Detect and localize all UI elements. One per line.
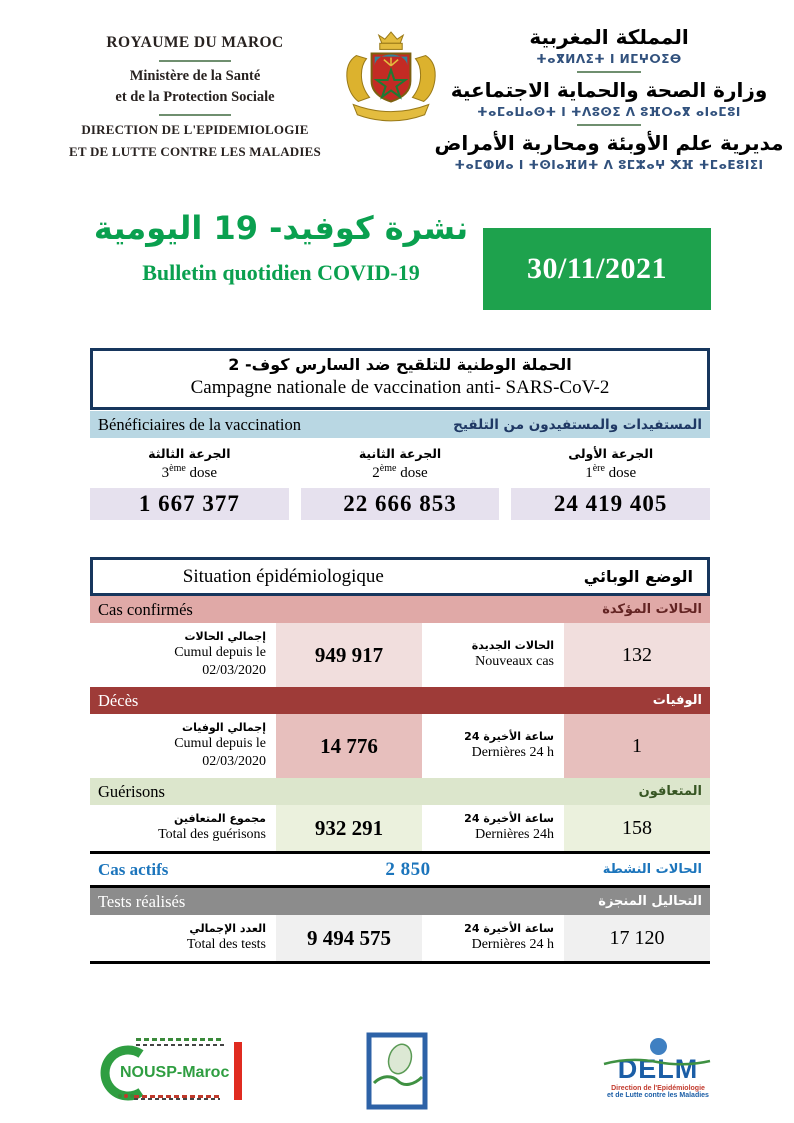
deaths-section-bar xyxy=(90,687,710,714)
deaths-data-row xyxy=(90,714,710,778)
bulletin-date: 30/11/2021 xyxy=(526,252,667,285)
beneficiaries-label-fr: Bénéficiaires de la vaccination xyxy=(98,414,301,434)
bulletin-title-fr: Bulletin quotidien COVID-19 xyxy=(142,260,420,285)
situation-title-fr: Situation épidémiologique xyxy=(182,565,384,587)
doses-row xyxy=(90,446,710,520)
beneficiaries-bar xyxy=(90,411,710,438)
delm-logo xyxy=(600,1038,716,1099)
confirmed-total-value: 949 917 xyxy=(276,623,422,687)
tests-data-row xyxy=(90,915,710,964)
delm-wave-icon xyxy=(602,1057,712,1067)
nousp-red-bar xyxy=(234,1042,242,1100)
direction-title-ar: مديرية علم الأوبئة ومحاربة الأمراض xyxy=(434,131,784,155)
confirmed-bar-ar: الحالات المؤكدة xyxy=(602,602,702,617)
delm-subtitle-2: et de Lutte contre les Maladies xyxy=(607,1092,709,1099)
dose-column-3rd xyxy=(90,446,289,520)
date-box xyxy=(483,228,711,310)
recovered-new-label: 24 ساعة الأخيرة Dernières 24h xyxy=(464,811,554,843)
beneficiaries-label-ar: المستفيدات والمستفيدون من التلقيح xyxy=(453,416,702,433)
confirmed-section-bar xyxy=(90,596,710,623)
recovered-data-row xyxy=(90,805,710,851)
situation-title-cell xyxy=(90,557,710,596)
confirmed-new-value: 132 xyxy=(564,623,710,687)
tests-new-label: 24 ساعة الأخيرة Dernières 24 h xyxy=(464,921,554,953)
tests-new-value: 17 120 xyxy=(564,915,710,961)
recovered-bar-ar: المتعافون xyxy=(638,784,702,799)
dose1-value: 24 419 405 xyxy=(511,488,710,520)
deaths-bar-fr: Décès xyxy=(98,690,139,710)
direction-line-1: DIRECTION DE L'EPIDEMIOLOGIE xyxy=(81,122,309,137)
tests-total-value: 9 494 575 xyxy=(276,915,422,961)
dose3-label-fr: 3ème dose xyxy=(161,463,218,481)
dose2-label-fr: 2ème dose xyxy=(372,463,428,481)
dose1-label-fr: 1ère dose xyxy=(585,463,637,481)
tests-total-label: العدد الإجمالي Total des tests xyxy=(186,921,266,953)
deaths-new-value: 1 xyxy=(564,714,710,778)
dose3-label-ar: الجرعة الثالثة xyxy=(148,446,231,461)
active-cases-label-fr: Cas actifs xyxy=(98,859,169,879)
epidemiological-table xyxy=(90,557,710,964)
nousp-logo xyxy=(94,1036,242,1110)
nousp-dots xyxy=(118,1094,134,1098)
coat-of-arms-icon xyxy=(341,30,441,126)
deaths-total-label: إجمالي الوفيات Cumul depuis le 02/03/2020 xyxy=(174,720,266,770)
divider xyxy=(577,124,641,126)
bulletin-title-ar: نشرة كوفيد- 19 اليومية xyxy=(93,209,469,247)
ministry-line-2: et de la Protection Sociale xyxy=(115,89,275,105)
ministry-line-1: Ministère de la Santé xyxy=(129,68,261,84)
kingdom-title-tifinagh: ⵜⴰⴳⵍⴷⵉⵜ ⵏ ⵍⵎⵖⵔⵉⴱ xyxy=(536,52,682,66)
active-cases-row xyxy=(90,851,710,888)
ministry-logo-icon xyxy=(366,1032,428,1110)
recovered-total-value: 932 291 xyxy=(276,805,422,851)
nousp-wordmark: NOUSP-Maroc xyxy=(120,1064,230,1081)
delm-dot-icon xyxy=(650,1038,667,1055)
tests-bar-ar: التحاليل المنجزة xyxy=(598,894,702,909)
dose2-value: 22 666 853 xyxy=(301,488,500,520)
dose2-label-ar: الجرعة الثانية xyxy=(358,446,442,461)
confirmed-new-label: الحالات الجديدة Nouveaux cas xyxy=(471,638,554,670)
divider xyxy=(159,60,231,62)
confirmed-bar-fr: Cas confirmés xyxy=(98,599,193,619)
active-cases-value: 2 850 xyxy=(385,858,431,880)
ministry-title-ar: وزارة الصحة والحماية الاجتماعية xyxy=(450,78,768,102)
delm-wordmark: DELM xyxy=(600,1056,716,1083)
deaths-bar-ar: الوفيات xyxy=(652,693,702,708)
delm-subtitle-1: Direction de l'Epidémiologie xyxy=(611,1085,705,1092)
divider xyxy=(577,71,641,73)
vaccination-title-fr: Campagne nationale de vaccination anti- SARS-CoV-2 xyxy=(190,377,610,398)
header-french-block xyxy=(52,34,338,160)
bulletin-title-block xyxy=(88,208,474,286)
vaccination-table xyxy=(90,348,710,520)
divider xyxy=(159,114,231,116)
deaths-total-value: 14 776 xyxy=(276,714,422,778)
ministry-title-tifinagh: ⵜⴰⵎⴰⵡⴰⵙⵜ ⵏ ⵜⴷⵓⵙⵉ ⴷ ⵓⴼⵔⴰⴳ ⴰⵏⴰⵎⵓⵏ xyxy=(477,105,741,119)
vaccination-title-ar: الحملة الوطنية للتلقيح ضد السارس كوف- 2 xyxy=(228,355,572,374)
recovered-section-bar xyxy=(90,778,710,805)
header-arabic-block xyxy=(434,24,784,172)
direction-line-2: ET DE LUTTE CONTRE LES MALADIES xyxy=(69,144,321,159)
tests-bar-fr: Tests réalisés xyxy=(98,891,186,911)
nousp-top-text-lines xyxy=(136,1038,224,1046)
confirmed-data-row xyxy=(90,623,710,687)
direction-title-tifinagh: ⵜⴰⵎⵀⵍⴰ ⵏ ⵜⵙⵏⴰⴼⵍⵜ ⴷ ⵓⵎⵣⴰⵖ ⵅⴼ ⵜⵎⴰⴹⵓⵏⵉⵏ xyxy=(454,158,764,172)
dose3-value: 1 667 377 xyxy=(90,488,289,520)
vaccination-title-cell xyxy=(90,348,710,410)
recovered-bar-fr: Guérisons xyxy=(98,781,165,801)
dose-column-1st xyxy=(511,446,710,520)
kingdom-title-fr: ROYAUME DU MAROC xyxy=(106,34,284,51)
kingdom-title-ar: المملكة المغربية xyxy=(529,25,689,49)
dose-column-2nd xyxy=(301,446,500,520)
confirmed-total-label: إجمالي الحالات Cumul depuis le 02/03/2020 xyxy=(174,629,266,679)
situation-title-ar: الوضع الوبائي xyxy=(583,567,693,586)
recovered-new-value: 158 xyxy=(564,805,710,851)
recovered-total-label: مجموع المتعافين Total des guérisons xyxy=(158,811,266,843)
tests-section-bar xyxy=(90,888,710,915)
nousp-bottom-text-lines xyxy=(134,1092,220,1100)
dose1-label-ar: الجرعة الأولى xyxy=(568,446,654,461)
deaths-new-label: 24 ساعة الأخيرة Dernières 24 h xyxy=(464,729,554,761)
active-cases-label-ar: الحالات النشطة xyxy=(602,862,702,877)
